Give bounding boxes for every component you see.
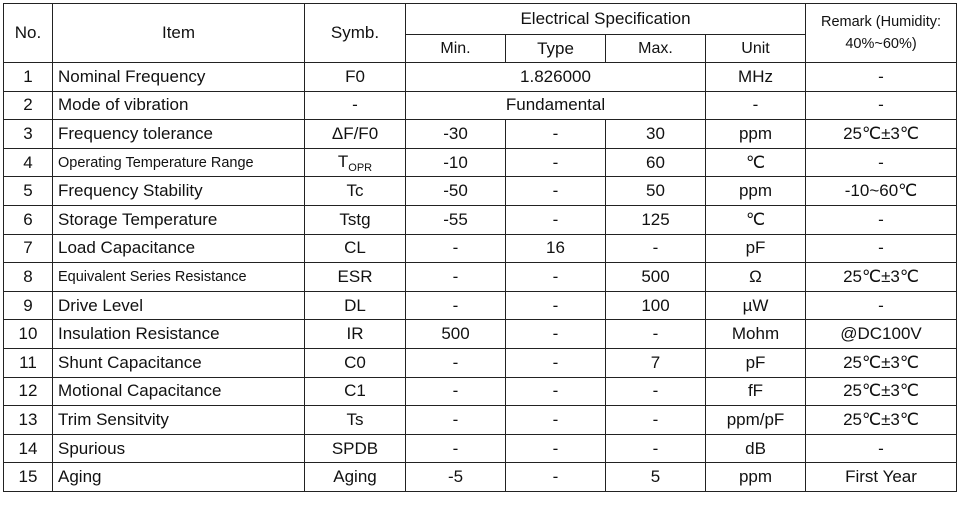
table-row <box>4 205 957 234</box>
symbol-text: F0 <box>345 66 365 86</box>
row-number-cell: 9 <box>4 291 53 320</box>
header-type: Type <box>506 35 606 63</box>
header-symb: Symb. <box>305 4 406 63</box>
remark-cell: 25℃±3℃ <box>806 406 957 435</box>
header-electrical-spec: Electrical Specification <box>406 4 806 35</box>
electrical-spec-table <box>3 3 957 492</box>
unit-cell: MHz <box>706 63 806 92</box>
type-cell: - <box>506 348 606 377</box>
symbol-cell <box>305 91 406 120</box>
remark-cell: - <box>806 434 957 463</box>
table-row <box>4 434 957 463</box>
max-cell: - <box>606 377 706 406</box>
row-number-cell: 7 <box>4 234 53 263</box>
type-cell: 16 <box>506 234 606 263</box>
max-cell: 7 <box>606 348 706 377</box>
header-max: Max. <box>606 35 706 63</box>
header-remark: Remark (Humidity: 40%~60%) <box>806 4 957 63</box>
symbol-cell <box>305 234 406 263</box>
table-row <box>4 377 957 406</box>
min-cell: - <box>406 377 506 406</box>
symbol-text: Tstg <box>339 209 371 229</box>
min-cell: -50 <box>406 177 506 206</box>
table-row <box>4 91 957 120</box>
remark-cell: 25℃±3℃ <box>806 377 957 406</box>
item-cell: Aging <box>53 463 305 492</box>
min-cell: 500 <box>406 320 506 349</box>
table-row <box>4 348 957 377</box>
remark-cell: - <box>806 291 957 320</box>
unit-cell: Ω <box>706 263 806 292</box>
item-cell: Spurious <box>53 434 305 463</box>
symbol-text: Aging <box>333 467 377 487</box>
unit-cell: ppm <box>706 120 806 149</box>
table-row <box>4 320 957 349</box>
type-cell: - <box>506 177 606 206</box>
max-cell: - <box>606 234 706 263</box>
unit-cell: ℃ <box>706 148 806 177</box>
max-cell: 30 <box>606 120 706 149</box>
unit-cell: fF <box>706 377 806 406</box>
header-unit: Unit <box>706 35 806 63</box>
min-cell: -55 <box>406 205 506 234</box>
remark-cell: 25℃±3℃ <box>806 120 957 149</box>
symbol-cell <box>305 320 406 349</box>
table-row <box>4 177 957 206</box>
table-row <box>4 148 957 177</box>
max-cell: 5 <box>606 463 706 492</box>
symbol-cell <box>305 377 406 406</box>
symbol-cell <box>305 63 406 92</box>
symbol-text: ΔF/F0 <box>331 123 379 143</box>
type-cell: - <box>506 377 606 406</box>
item-cell: Insulation Resistance <box>53 320 305 349</box>
row-number-cell: 4 <box>4 148 53 177</box>
unit-cell: pF <box>706 234 806 263</box>
symbol-text: IR <box>346 324 364 344</box>
symbol-cell <box>305 291 406 320</box>
symbol-cell <box>305 434 406 463</box>
remark-cell: - <box>806 234 957 263</box>
symbol-cell <box>305 177 406 206</box>
max-cell: 125 <box>606 205 706 234</box>
min-cell: - <box>406 348 506 377</box>
unit-cell: ppm/pF <box>706 406 806 435</box>
remark-cell: - <box>806 63 957 92</box>
symbol-text: ESR <box>337 266 373 286</box>
type-cell: - <box>506 320 606 349</box>
unit-cell: ppm <box>706 463 806 492</box>
type-cell: - <box>506 463 606 492</box>
spec-table-body <box>4 63 957 492</box>
header-no: No. <box>4 4 53 63</box>
type-cell: - <box>506 406 606 435</box>
remark-cell: 25℃±3℃ <box>806 348 957 377</box>
max-cell: - <box>606 406 706 435</box>
row-number-cell: 15 <box>4 463 53 492</box>
min-cell: - <box>406 291 506 320</box>
item-cell: Load Capacitance <box>53 234 305 263</box>
symbol-cell <box>305 463 406 492</box>
item-cell: Frequency Stability <box>53 177 305 206</box>
symbol-cell <box>305 263 406 292</box>
unit-cell: pF <box>706 348 806 377</box>
type-cell: - <box>506 148 606 177</box>
min-cell: - <box>406 406 506 435</box>
type-cell: - <box>506 434 606 463</box>
item-cell: Mode of vibration <box>53 91 305 120</box>
symbol-text: Tc <box>346 181 364 201</box>
unit-cell: ppm <box>706 177 806 206</box>
type-cell: - <box>506 120 606 149</box>
symbol-text: SPDB <box>331 438 379 458</box>
type-cell: - <box>506 291 606 320</box>
symbol-cell <box>305 205 406 234</box>
symbol-text: CL <box>344 238 366 258</box>
symbol-cell <box>305 148 406 177</box>
max-cell: - <box>606 434 706 463</box>
remark-cell: - <box>806 148 957 177</box>
max-cell: 60 <box>606 148 706 177</box>
row-number-cell: 10 <box>4 320 53 349</box>
min-cell: - <box>406 234 506 263</box>
row-number-cell: 2 <box>4 91 53 120</box>
type-cell: - <box>506 263 606 292</box>
item-cell: Nominal Frequency <box>53 63 305 92</box>
item-cell: Operating Temperature Range <box>53 148 305 177</box>
min-cell: -10 <box>406 148 506 177</box>
item-cell: Frequency tolerance <box>53 120 305 149</box>
table-row <box>4 234 957 263</box>
row-number-cell: 5 <box>4 177 53 206</box>
min-cell: - <box>406 434 506 463</box>
symbol-cell <box>305 120 406 149</box>
remark-cell: First Year <box>806 463 957 492</box>
symbol-text: C0 <box>344 352 366 372</box>
remark-cell: - <box>806 91 957 120</box>
table-row <box>4 406 957 435</box>
min-cell: -5 <box>406 463 506 492</box>
row-number-cell: 12 <box>4 377 53 406</box>
unit-cell: Mohm <box>706 320 806 349</box>
symbol-cell <box>305 406 406 435</box>
unit-cell: dB <box>706 434 806 463</box>
item-cell: Motional Capacitance <box>53 377 305 406</box>
symbol-text: - <box>352 95 358 115</box>
item-cell: Storage Temperature <box>53 205 305 234</box>
remark-cell: - <box>806 205 957 234</box>
header-min: Min. <box>406 35 506 63</box>
max-cell: 500 <box>606 263 706 292</box>
type-cell: - <box>506 205 606 234</box>
item-cell: Trim Sensitvity <box>53 406 305 435</box>
table-row <box>4 263 957 292</box>
remark-cell: -10~60℃ <box>806 177 957 206</box>
row-number-cell: 8 <box>4 263 53 292</box>
symbol-text: T <box>337 151 349 171</box>
header-item: Item <box>53 4 305 63</box>
table-row <box>4 291 957 320</box>
item-cell: Equivalent Series Resistance <box>53 263 305 292</box>
symbol-subscript: OPR <box>348 161 373 174</box>
max-cell: 100 <box>606 291 706 320</box>
table-row <box>4 63 957 92</box>
merged-value-cell: 1.826000 <box>406 63 706 92</box>
row-number-cell: 1 <box>4 63 53 92</box>
row-number-cell: 11 <box>4 348 53 377</box>
symbol-cell <box>305 348 406 377</box>
table-row <box>4 463 957 492</box>
min-cell: -30 <box>406 120 506 149</box>
max-cell: 50 <box>606 177 706 206</box>
symbol-text: C1 <box>344 381 366 401</box>
symbol-text: DL <box>344 295 366 315</box>
item-cell: Drive Level <box>53 291 305 320</box>
item-cell: Shunt Capacitance <box>53 348 305 377</box>
remark-cell: @DC100V <box>806 320 957 349</box>
symbol-text: Ts <box>346 409 364 429</box>
unit-cell: µW <box>706 291 806 320</box>
remark-cell: 25℃±3℃ <box>806 263 957 292</box>
row-number-cell: 14 <box>4 434 53 463</box>
row-number-cell: 13 <box>4 406 53 435</box>
row-number-cell: 3 <box>4 120 53 149</box>
max-cell: - <box>606 320 706 349</box>
merged-value-cell: Fundamental <box>406 91 706 120</box>
row-number-cell: 6 <box>4 205 53 234</box>
unit-cell: - <box>706 91 806 120</box>
table-row <box>4 120 957 149</box>
unit-cell: ℃ <box>706 205 806 234</box>
min-cell: - <box>406 263 506 292</box>
